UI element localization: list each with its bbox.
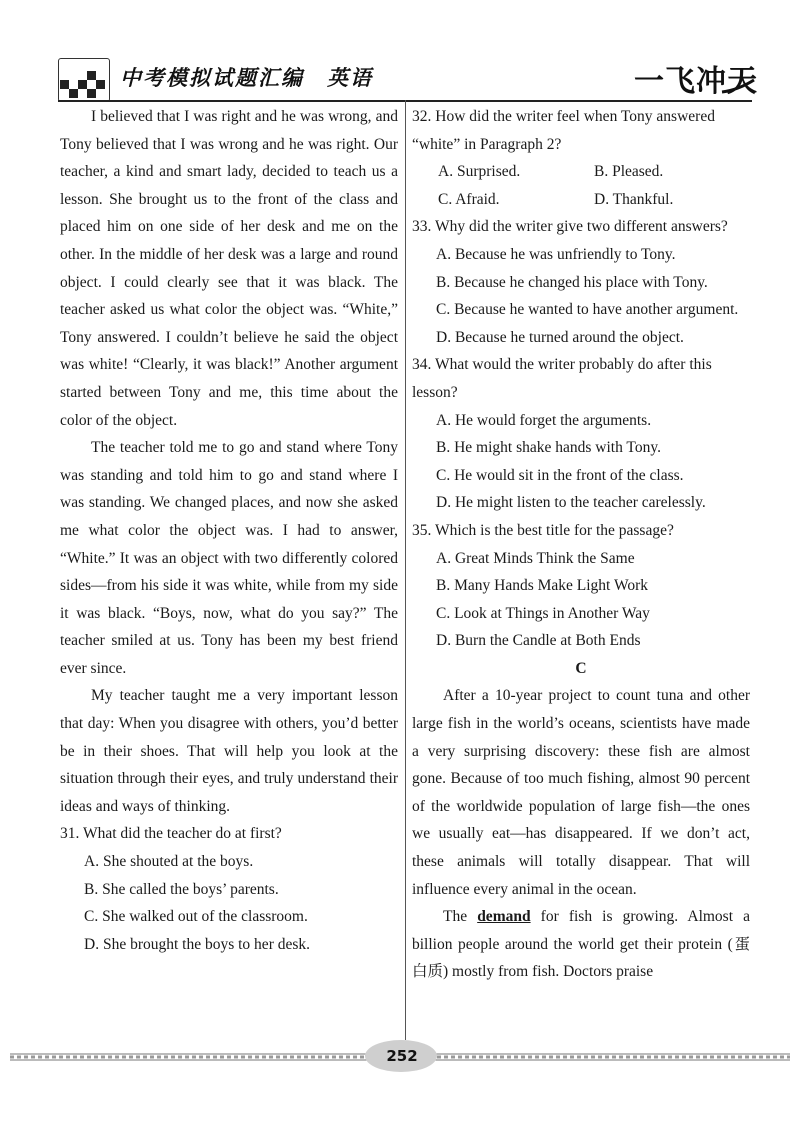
brand-title: 一飞冲天 [634, 64, 758, 99]
c-p2-lead: The [443, 908, 478, 926]
q32-option-a: A. Surprised. [438, 163, 521, 181]
question-31: 31. What did the teacher do at first? [60, 825, 282, 843]
question-34: 34. What would the writer probably do after this lesson? [412, 356, 712, 401]
passage-c-paragraph-1: After a 10-year project to count tuna and other large fish in the world’s oceans, scientists have made a very surprising discovery: these fish are almost gone. Because of too much fishing, almost 90 percent of the worldwide population of large fish—the ones we usually eat—has disappeared. If we don’t act, these animals will totally disappear. That will influence every animal in the ocean. [412, 687, 750, 898]
q33-option-b: B. Because he changed his place with Tony. [436, 273, 708, 291]
column-divider [405, 100, 406, 1040]
q33-option-a: A. Because he was unfriendly to Tony. [436, 245, 676, 263]
q32-option-b: B. Pleased. [594, 163, 664, 181]
q34-option-c: C. He would sit in the front of the class. [436, 466, 684, 484]
q31-option-c: C. She walked out of the classroom. [84, 908, 308, 926]
series-title: 中考模拟试题汇编 英语 [120, 66, 373, 90]
passage-c-paragraph-2 [412, 903, 750, 986]
q34-option-b: B. He might shake hands with Tony. [436, 439, 661, 457]
right-column [412, 103, 750, 986]
section-heading-c: C [575, 659, 587, 677]
q32-options-row-2 [438, 186, 750, 214]
q31-option-d: D. She brought the boys to her desk. [84, 935, 311, 953]
q35-option-c: C. Look at Things in Another Way [436, 604, 650, 622]
q32-option-d: D. Thankful. [594, 190, 674, 208]
q35-option-d: D. Burn the Candle at Both Ends [436, 632, 641, 650]
passage-paragraph-2: The teacher told me to go and stand where Tony was standing and told him to go and stand where I was standing. We changed places, and now she asked me what color the object was. I had to answer, “White.” It was an object with two differently colored sides—from his side it was white, while from my side it was black. “Boys, now, what do you say?” The teacher smiled at us. Tony has been my best friend ever since. [60, 439, 398, 677]
q32-option-c: C. Afraid. [438, 190, 500, 208]
q31-option-b: B. She called the boys’ parents. [84, 880, 279, 898]
passage-paragraph-3: My teacher taught me a very important lesson that day: When you disagree with others, you’d better be in their shoes. That will help you look at the situation through their eyes, and truly understand their ideas and ways of thinking. [60, 687, 398, 815]
passage-paragraph-1: I believed that I was right and he was wrong, and Tony believed that I was wrong and he was right. Our teacher, a kind and smart lady, decided to teach us a lesson. She brought us to the front of the class and placed him on one side of her desk and me on the other. In the middle of her desk was a large and round object. I could clearly see that it was black. The teacher asked us what color the object was. “White,” Tony answered. I couldn’t believe he said the object was white! “Clearly, it was black!” Another argument started between Tony and me, this time about the color of the object. [60, 108, 398, 429]
q31-option-a: A. She shouted at the boys. [84, 853, 254, 871]
q32-options-row-1 [438, 158, 750, 186]
question-32: 32. How did the writer feel when Tony answered “white” in Paragraph 2? [412, 108, 715, 153]
q34-option-a: A. He would forget the arguments. [436, 411, 652, 429]
page-header [0, 0, 800, 110]
question-33: 33. Why did the writer give two different answers? [412, 218, 728, 236]
keyword-demand: demand [477, 908, 531, 926]
q35-option-b: B. Many Hands Make Light Work [436, 577, 648, 595]
q33-option-d: D. Because he turned around the object. [436, 328, 684, 346]
q33-option-c: C. Because he wanted to have another argument. [436, 301, 739, 319]
q34-option-d: D. He might listen to the teacher carelessly. [436, 494, 706, 512]
checker-logo-icon [60, 62, 104, 98]
page-number: 252 [386, 1047, 418, 1065]
question-35: 35. Which is the best title for the passage? [412, 521, 674, 539]
c-p2-rest: for fish is growing. Almost a billion people around the world get their protein (蛋白质) mostly from fish. Doctors praise [412, 908, 750, 981]
q35-option-a: A. Great Minds Think the Same [436, 549, 635, 567]
brand-swoosh-icon [720, 78, 756, 96]
left-column [60, 103, 398, 958]
